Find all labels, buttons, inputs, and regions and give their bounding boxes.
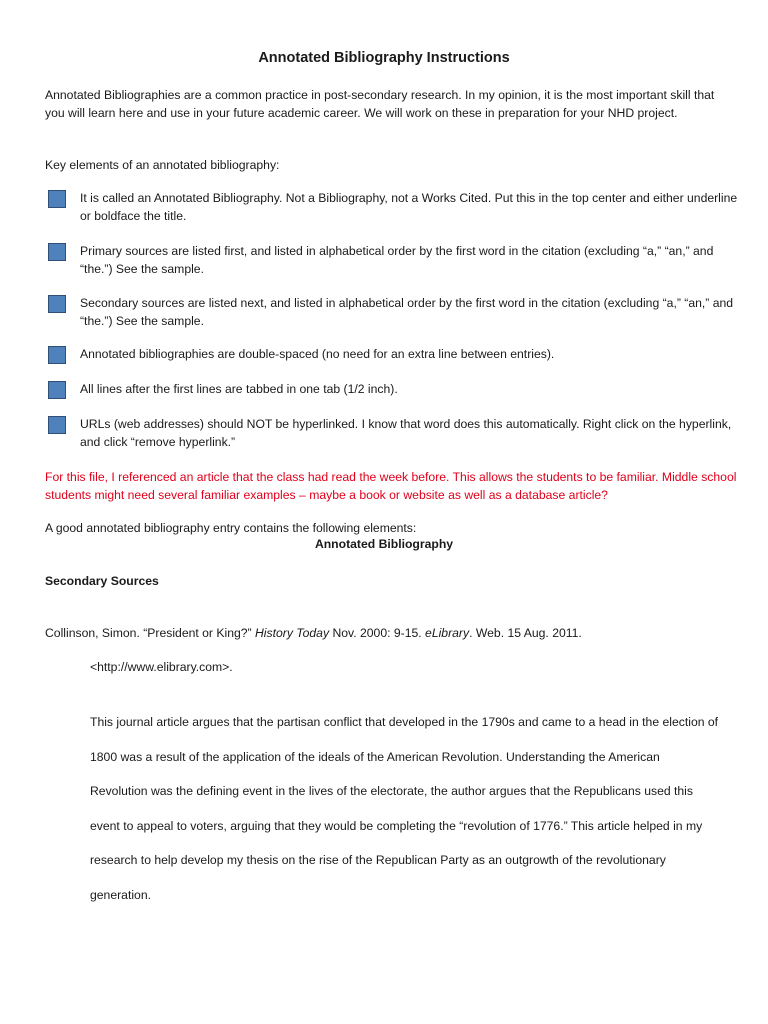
square-bullet-icon [48,346,66,364]
square-bullet-icon [48,243,66,261]
intro-paragraph: Annotated Bibliographies are a common practice in post-secondary research. In my opinion, it is the most important skill that you will learn here and use in your future academic career. We will work on these in preparation for your NHD project. [45,88,715,120]
square-bullet-icon [48,381,66,399]
citation-author-title: Collinson, Simon. “President or King?” [45,626,255,640]
sample-heading: Annotated Bibliography [314,537,454,551]
teacher-note: For this file, I referenced an article that the class had read the week before. This allows the students to be familiar. Middle school students might need several familiar examples – maybe a book or website as well as a database article? [45,470,737,502]
secondary-sources-heading: Secondary Sources [45,574,159,588]
annotation-paragraph: This journal article argues that the partisan conflict that developed in the 1790s and came to a head in the election of 1800 was a result of the application of the ideals of the American Revolution. Understanding the American Revolution was the defining event in the lives of the electorate, the author argues that the Republicans used this event to appeal to voters, arguing that they would be completing the “revolution of 1776.” This article helped in my research to help develop my thesis on the rise of the Republican Party as an outgrowth of the revolutionary generation. [90,715,719,902]
key-elements-heading: Key elements of an annotated bibliography: [45,158,280,172]
bullet-item: All lines after the first lines are tabbed in one tab (1/2 inch). [80,382,398,396]
citation-database: eLibrary [425,626,470,640]
citation-pub-info: Nov. 2000: 9-15. [329,626,426,640]
square-bullet-icon [48,416,66,434]
good-entry-text: A good annotated bibliography entry contains the following elements: [45,521,417,535]
bullet-item: Primary sources are listed first, and listed in alphabetical order by the first word in the citation (excluding “a,” “an,” and “the.”) See the sample. [80,244,714,276]
citation-url: <http://www.elibrary.com>. [90,660,233,674]
bullet-item: It is called an Annotated Bibliography. Not a Bibliography, not a Works Cited. Put this in the top center and either underline or boldface the title. [80,191,738,223]
square-bullet-icon [48,295,66,313]
document-title: Annotated Bibliography Instructions [258,50,510,66]
bullet-item: Annotated bibliographies are double-spaced (no need for an extra line between entries). [80,347,555,361]
bullet-item: URLs (web addresses) should NOT be hyperlinked. I know that word does this automatically. Right click on the hyperlink, and click “remove hyperlink.” [80,417,732,449]
citation-access: . Web. 15 Aug. 2011. [469,626,582,640]
square-bullet-icon [48,190,66,208]
bullet-item: Secondary sources are listed next, and listed in alphabetical order by the first word in the citation (excluding “a,” “an,” and “the.”) See the sample. [80,296,734,328]
citation-journal: History Today [255,626,330,640]
citation-entry [45,624,745,642]
